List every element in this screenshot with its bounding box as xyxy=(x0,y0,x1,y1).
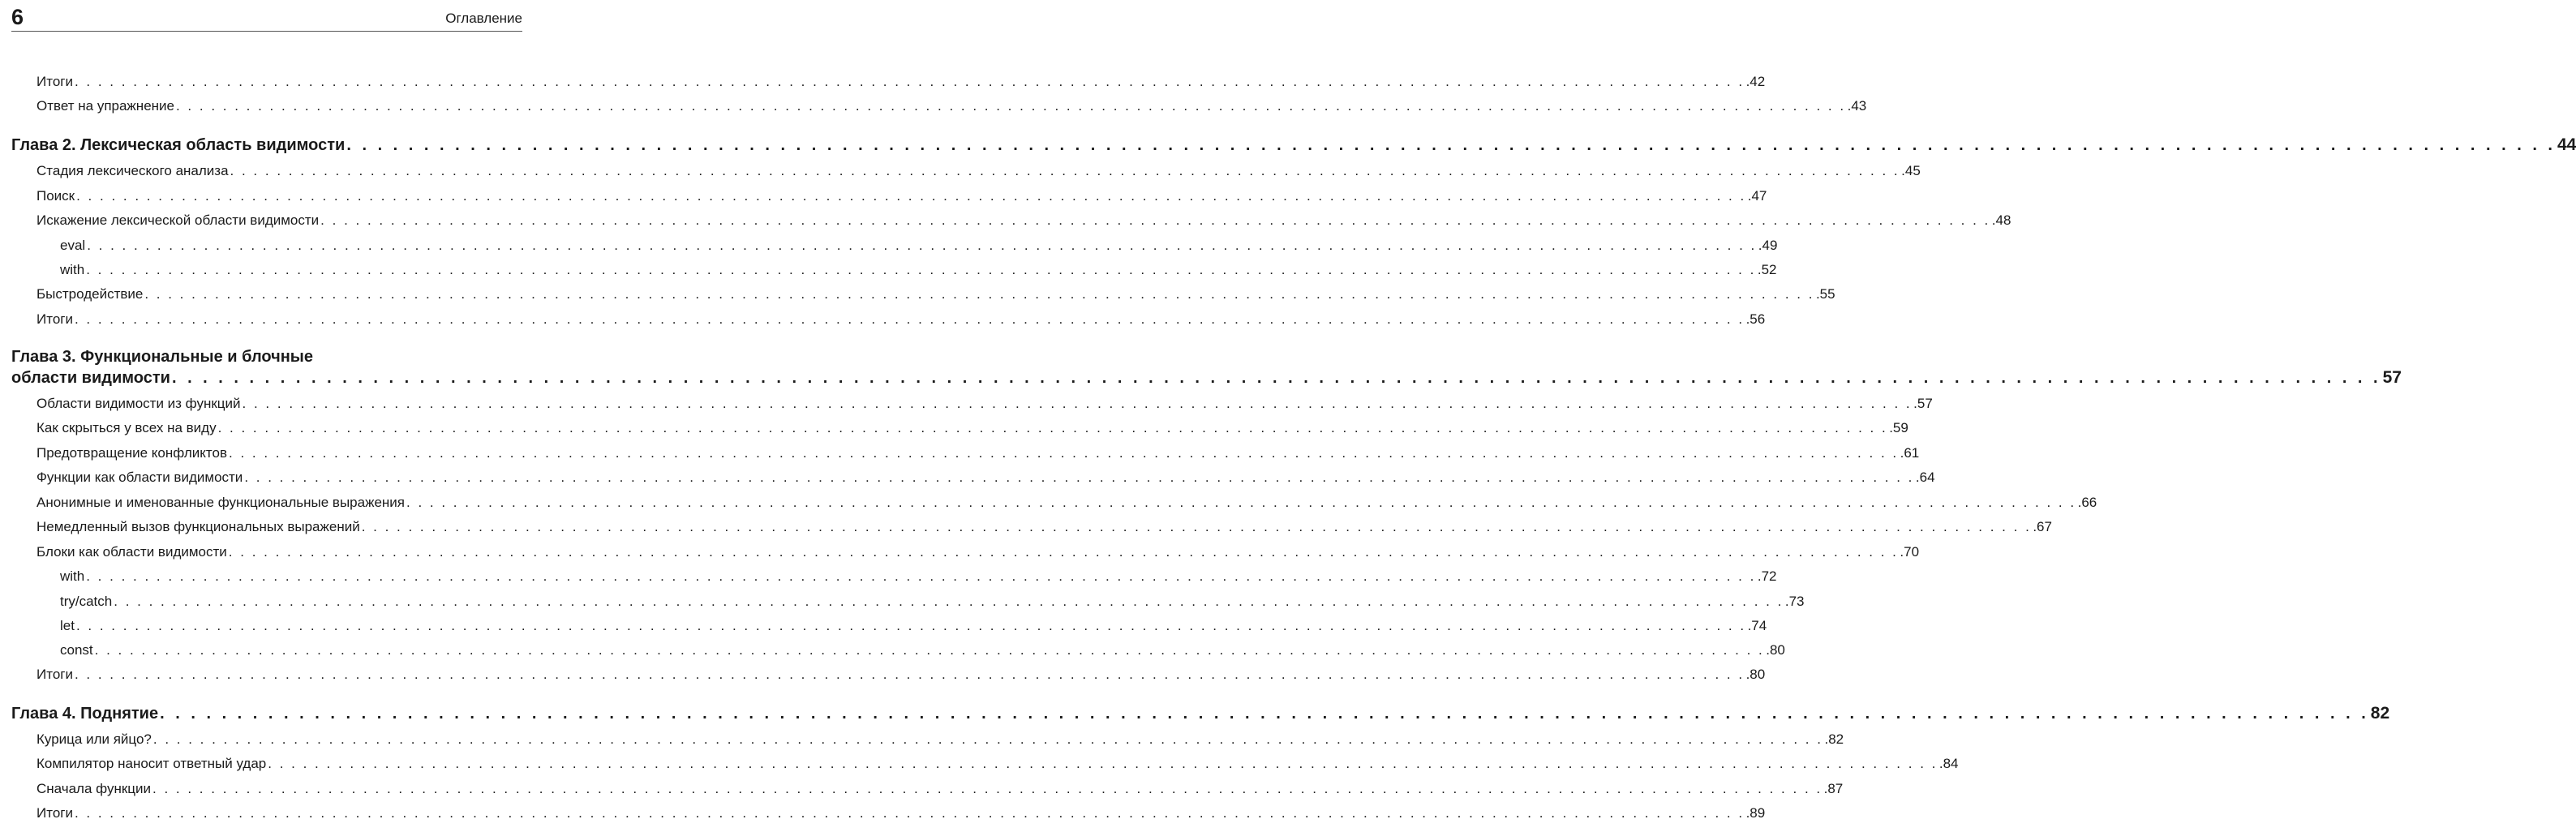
toc-entry-title: Ответ на упражнение xyxy=(36,98,174,114)
page-header xyxy=(0,0,535,36)
toc-chapter-heading xyxy=(11,367,2402,388)
toc-entry-title: Искажение лексической области видимости xyxy=(36,212,320,228)
toc-subentry xyxy=(60,641,1785,659)
leader-dots: . . . . . . . . . . . . . . . . . . . . . . . . . . . . . . . . . . . . . . . . . . . . . . . . . . . . . . . . . . . . . . . . . . . . . . . . . . . . . . . . . . . . . . . . . . . . . . . . . . . . . . . . . . . . . . . . . . . . . . . . . . . . . . . . . . . . . . . . . . . . . . . xyxy=(217,420,1888,435)
toc-entry xyxy=(36,469,1935,487)
toc-entry-page: .70 xyxy=(1900,544,1920,560)
toc-chapter-title-line1: Глава 3. Функциональные и блочные xyxy=(11,348,314,366)
toc-entry-page: .52 xyxy=(1757,262,1777,277)
leader-dots: . . . . . . . . . . . . . . . . . . . . . . . . . . . . . . . . . . . . . . . . . . . . . . . . . . . . . . . . . . . . . . . . . . . . . . . . . . . . . . . . . . . . . . . . . . . . . . . . . . . . . . . . . . . . . . . . . . . . . . . . . . . . . . . . . . . . . . . . . . . . . . . xyxy=(75,618,1746,633)
toc-entry xyxy=(36,212,2011,229)
toc-entry-page: .74 xyxy=(1747,618,1767,633)
toc-entry-title: Итоги xyxy=(36,311,73,327)
leader-dots: . . . . . . . . . . . . . . . . . . . . . . . . . . . . . . . . . . . . . . . . . . . . . . . . . . . . . . . . . . . . . . . . . . . . . . . . . . . . . . . . . . . . . . . . . . . . . . . . . . . . . . . . . . . . . . . . . . . . . . . . . . . . . . . . . . . . . . . . . . . . . . . xyxy=(361,519,2032,534)
toc-entry-page: .49 xyxy=(1758,238,1778,253)
toc-entry-title: Итоги xyxy=(36,74,73,89)
leader-dots: . . . . . . . . . . . . . . . . . . . . . . . . . . . . . . . . . . . . . . . . . . . . . . . . . . . . . . . . . . . . . . . . . . . . . . . . . . . . . . . . . . . . . . . . . . . . . . . . . . . . . . . . . . . . . . . . . . . . . . . . . . . . . . . . . . . . . . . . . . . . . . . xyxy=(244,470,1914,485)
leader-dots: . . . . . . . . . . . . . . . . . . . . . . . . . . . . . . . . . . . . . . . . . . . . . . . . . . . . . . . . . . . . . . . . . . . . . . . . . . . . . . . . . . . . . . . . . . . . . . . . . . . . . . . . . . . . . . . . . . . . . . . . . . . . . . . . . . . . . . . . . . . . . . . xyxy=(242,396,1913,411)
leader-dots: . . . . . . . . . . . . . . . . . . . . . . . . . . . . . . . . . . . . . . . . . . . . . . . . . . . . . . . . . . . . . . . . . . . . . . . . . . . . . . . . . . . . . . . . . . . . . . . . . . . . . . . . . . . . . . . . . . . . . . . . . . . . . . . . . . . . . . . . . . . . . . . xyxy=(74,74,1745,89)
toc-entry-title: Итоги xyxy=(36,805,73,821)
toc-entry xyxy=(36,666,1766,684)
leader-dots: . . . . . . . . . . . . . . . . . . . . . . . . . . . . . . . . . . . . . . . . . . . . . . . . . . . . . . . . . . . . . . . . . . . . . . . . . . . . . . . . . . . . . . . . . . . . . . . . . . . . . . . . . . . . . . . . . . . . . . . . . . . . . . . . . . . . . . . . . . . . . . . xyxy=(76,188,1746,204)
toc-entry-page: .84 xyxy=(1938,756,1959,771)
toc-chapter-page: 82 xyxy=(2370,704,2390,723)
toc-entry xyxy=(36,543,1920,561)
toc-entry-page: .45 xyxy=(1901,163,1921,178)
leader-dots: . . . . . . . . . . . . . . . . . . . . . . . . . . . . . . . . . . . . . . . . . . . . . . . . . . . . . . . . . . . . . . . . . . . . . . . . . . . . . . . . . . . . . . . . . . . . . . . . . . . . . . . . . . . . . . . . . . . . . . . . . . . . . . . . . . . . . . . . . . . . . . . xyxy=(228,544,1899,560)
header-rule xyxy=(11,31,522,32)
toc-entry-title: Предотвращение конфликтов xyxy=(36,445,228,461)
toc-entry-page: .73 xyxy=(1784,594,1805,609)
leader-dots: . . . . . . . . . . . . . . . . . . . . . . . . . . . . . . . . . . . . . . . . . . . . . . . . . . . . . . . . . . . . . . . . . . . . . . . . . . . . . . . . . . . . . . . . . . . . . . . . . . . . . . . . . . . . . . . . . . . . . . . . . . . . . . . . . . . . . . . . . . . . . . . xyxy=(114,594,1784,609)
toc-chapter-heading xyxy=(11,703,2390,724)
toc-entry-title: eval xyxy=(60,238,86,253)
toc-entry xyxy=(36,187,1767,205)
toc-entry-page: .43 xyxy=(1847,98,1867,114)
leader-dots: . . . . . . . . . . . . . . . . . . . . . . . . . . . . . . . . . . . . . . . . . . . . . . . . . . . . . . . . . . . . . . . . . . . . . . . . . . . . . . . . . . . . . . . . . . . . . . . . . . . . . . . . . . . . . . . . . . . . . . . . . . . . . . . . . . . . . . . . . . . . . . . xyxy=(152,781,1823,796)
toc-entry xyxy=(36,518,2052,536)
toc-entry-page: .57 xyxy=(1913,396,1933,411)
toc-chapter-title: Глава 2. Лексическая область видимости xyxy=(11,136,346,154)
toc-entry-page: .55 xyxy=(1815,286,1835,302)
toc-entry-title: Курица или яйцо? xyxy=(36,731,152,747)
toc-entry-page: .48 xyxy=(1991,212,2011,228)
leader-dots: . . . . . . . . . . . . . . . . . . . . . . . . . . . . . . . . . . . . . . . . . . . . . . . . . . . . . . . . . . . . . . . . . . . . . . . . . . . . . . . . . . . . . . . . . . . . . . . . . . . . . . . . . . . . . . . . . . . . . . . . . . . . . . . . . . . . . . . . . . . . . . . xyxy=(86,568,1756,584)
toc-entry-page: .56 xyxy=(1745,311,1766,327)
toc-entry-title: Блоки как области видимости xyxy=(36,544,227,560)
toc-entry-title: Немедленный вызов функциональных выражений xyxy=(36,519,360,534)
toc-chapter-title: области видимости xyxy=(11,369,170,387)
toc-entry-title: Поиск xyxy=(36,188,75,204)
leader-dots: . . . . . . . . . . . . . . . . . . . . . . . . . . . . . . . . . . . . . . . . . . . . . . . . . . . . . . . . . . . . . . . . . . . . . . . . . . . . . . . . . . . . . . . . . . . . . . . . . . . . . . . . . . . . . . . . . . . . . . . . . . . . . . . . . . . . . . . . . . . . . . . xyxy=(160,705,2369,723)
toc-entry-page: .80 xyxy=(1745,667,1766,682)
toc-entry-title: let xyxy=(60,618,75,633)
toc-entry xyxy=(36,780,1844,798)
toc-entry xyxy=(36,395,1933,413)
toc-entry-title: const xyxy=(60,642,93,658)
toc-entry xyxy=(36,162,1921,180)
toc-entry-title: Анонимные и именованные функциональные выражения xyxy=(36,495,405,510)
toc-entry-page: .42 xyxy=(1745,74,1766,89)
toc-entry-title: Стадия лексического анализа xyxy=(36,163,229,178)
toc-entry-page: .59 xyxy=(1889,420,1908,435)
toc-entry xyxy=(36,731,1844,748)
leader-dots: . . . . . . . . . . . . . . . . . . . . . . . . . . . . . . . . . . . . . . . . . . . . . . . . . . . . . . . . . . . . . . . . . . . . . . . . . . . . . . . . . . . . . . . . . . . . . . . . . . . . . . . . . . . . . . . . . . . . . . . . . . . . . . . . . . . . . . . . . . . . . . . xyxy=(144,286,1814,302)
toc-entry xyxy=(36,73,1766,91)
toc-entry xyxy=(36,804,1766,822)
toc-entry-title: with xyxy=(60,262,85,277)
toc-entry-title: Функции как области видимости xyxy=(36,470,243,485)
leader-dots: . . . . . . . . . . . . . . . . . . . . . . . . . . . . . . . . . . . . . . . . . . . . . . . . . . . . . . . . . . . . . . . . . . . . . . . . . . . . . . . . . . . . . . . . . . . . . . . . . . . . . . . . . . . . . . . . . . . . . . . . . . . . . . . . . . . . . . . . . . . . . . . xyxy=(74,805,1745,821)
leader-dots: . . . . . . . . . . . . . . . . . . . . . . . . . . . . . . . . . . . . . . . . . . . . . . . . . . . . . . . . . . . . . . . . . . . . . . . . . . . . . . . . . . . . . . . . . . . . . . . . . . . . . . . . . . . . . . . . . . . . . . . . . . . . . . . . . . . . . . . . . . . . . . . xyxy=(406,495,2076,510)
toc-entry-page: .64 xyxy=(1915,470,1935,485)
toc-entry xyxy=(36,285,1835,303)
toc-subentry xyxy=(60,568,1777,585)
leader-dots: . . . . . . . . . . . . . . . . . . . . . . . . . . . . . . . . . . . . . . . . . . . . . . . . . . . . . . . . . . . . . . . . . . . . . . . . . . . . . . . . . . . . . . . . . . . . . . . . . . . . . . . . . . . . . . . . . . . . . . . . . . . . . . . . . . . . . . . . . . . . . . . xyxy=(320,212,1990,228)
leader-dots: . . . . . . . . . . . . . . . . . . . . . . . . . . . . . . . . . . . . . . . . . . . . . . . . . . . . . . . . . . . . . . . . . . . . . . . . . . . . . . . . . . . . . . . . . . . . . . . . . . . . . . . . . . . . . . . . . . . . . . . . . . . . . . . . . . . . . . . . . . . . . . . xyxy=(86,262,1756,277)
toc-entry xyxy=(36,755,1959,773)
toc-entry-title: try/catch xyxy=(60,594,113,609)
toc-entry-page: .66 xyxy=(2077,495,2097,510)
toc-entry-page: .82 xyxy=(1824,731,1844,747)
toc-chapter-page: 57 xyxy=(2382,368,2402,387)
leader-dots: . . . . . . . . . . . . . . . . . . . . . . . . . . . . . . . . . . . . . . . . . . . . . . . . . . . . . . . . . . . . . . . . . . . . . . . . . . . . . . . . . . . . . . . . . . . . . . . . . . . . . . . . . . . . . . . . . . . . . . . . . . . . . . . . . . . . . . . . . . . . . . . xyxy=(346,136,2556,154)
toc-entry-page: .89 xyxy=(1745,805,1766,821)
toc-entry xyxy=(36,311,1766,328)
toc-chapter-title: Глава 4. Поднятие xyxy=(11,705,159,723)
toc-chapter-page: 44 xyxy=(2557,135,2576,154)
toc-entry-page: .67 xyxy=(2033,519,2052,534)
toc-chapter-heading xyxy=(11,135,2576,156)
toc-entry xyxy=(36,419,1908,437)
leader-dots: . . . . . . . . . . . . . . . . . . . . . . . . . . . . . . . . . . . . . . . . . . . . . . . . . . . . . . . . . . . . . . . . . . . . . . . . . . . . . . . . . . . . . . . . . . . . . . . . . . . . . . . . . . . . . . . . . . . . . . . . . . . . . . . . . . . . . . . . . . . . . . . xyxy=(152,731,1823,747)
toc-entry-page: .61 xyxy=(1900,445,1920,461)
toc-subentry xyxy=(60,237,1778,255)
toc-entry-page: .80 xyxy=(1766,642,1785,658)
toc-entry-title: Итоги xyxy=(36,667,73,682)
leader-dots: . . . . . . . . . . . . . . . . . . . . . . . . . . . . . . . . . . . . . . . . . . . . . . . . . . . . . . . . . . . . . . . . . . . . . . . . . . . . . . . . . . . . . . . . . . . . . . . . . . . . . . . . . . . . . . . . . . . . . . . . . . . . . . . . . . . . . . . . . . . . . . . xyxy=(74,311,1745,327)
toc-entry-title: Быстродействие xyxy=(36,286,144,302)
toc-entry-title: Компилятор наносит ответный удар xyxy=(36,756,267,771)
leader-dots: . . . . . . . . . . . . . . . . . . . . . . . . . . . . . . . . . . . . . . . . . . . . . . . . . . . . . . . . . . . . . . . . . . . . . . . . . . . . . . . . . . . . . . . . . . . . . . . . . . . . . . . . . . . . . . . . . . . . . . . . . . . . . . . . . . . . . . . . . . . . . . . xyxy=(74,667,1745,682)
toc-entry xyxy=(36,97,1867,115)
running-title: Оглавление xyxy=(445,11,522,26)
leader-dots: . . . . . . . . . . . . . . . . . . . . . . . . . . . . . . . . . . . . . . . . . . . . . . . . . . . . . . . . . . . . . . . . . . . . . . . . . . . . . . . . . . . . . . . . . . . . . . . . . . . . . . . . . . . . . . . . . . . . . . . . . . . . . . . . . . . . . . . . . . . . . . . xyxy=(230,163,1900,178)
toc-entry-page: .87 xyxy=(1823,781,1844,796)
leader-dots: . . . . . . . . . . . . . . . . . . . . . . . . . . . . . . . . . . . . . . . . . . . . . . . . . . . . . . . . . . . . . . . . . . . . . . . . . . . . . . . . . . . . . . . . . . . . . . . . . . . . . . . . . . . . . . . . . . . . . . . . . . . . . . . . . . . . . . . . . . . . . . . xyxy=(94,642,1765,658)
toc-subentry xyxy=(60,593,1805,611)
toc-subentry xyxy=(60,261,1777,279)
leader-dots: . . . . . . . . . . . . . . . . . . . . . . . . . . . . . . . . . . . . . . . . . . . . . . . . . . . . . . . . . . . . . . . . . . . . . . . . . . . . . . . . . . . . . . . . . . . . . . . . . . . . . . . . . . . . . . . . . . . . . . . . . . . . . . . . . . . . . . . . . . . . . . . xyxy=(175,98,1846,114)
leader-dots: . . . . . . . . . . . . . . . . . . . . . . . . . . . . . . . . . . . . . . . . . . . . . . . . . . . . . . . . . . . . . . . . . . . . . . . . . . . . . . . . . . . . . . . . . . . . . . . . . . . . . . . . . . . . . . . . . . . . . . . . . . . . . . . . . . . . . . . . . . . . . . . xyxy=(171,369,2381,387)
leader-dots: . . . . . . . . . . . . . . . . . . . . . . . . . . . . . . . . . . . . . . . . . . . . . . . . . . . . . . . . . . . . . . . . . . . . . . . . . . . . . . . . . . . . . . . . . . . . . . . . . . . . . . . . . . . . . . . . . . . . . . . . . . . . . . . . . . . . . . . . . . . . . . . xyxy=(268,756,1938,771)
toc-entry xyxy=(36,444,1920,462)
toc-entry-title: with xyxy=(60,568,85,584)
toc-entry xyxy=(36,494,2097,512)
toc-entry-title: Сначала функции xyxy=(36,781,152,796)
toc-entry-title: Как скрыться у всех на виду xyxy=(36,420,217,435)
leader-dots: . . . . . . . . . . . . . . . . . . . . . . . . . . . . . . . . . . . . . . . . . . . . . . . . . . . . . . . . . . . . . . . . . . . . . . . . . . . . . . . . . . . . . . . . . . . . . . . . . . . . . . . . . . . . . . . . . . . . . . . . . . . . . . . . . . . . . . . . . . . . . . . xyxy=(87,238,1757,253)
toc-entry-page: .72 xyxy=(1757,568,1777,584)
toc-entry-title: Области видимости из функций xyxy=(36,396,241,411)
toc-entry-page: .47 xyxy=(1747,188,1767,204)
leader-dots: . . . . . . . . . . . . . . . . . . . . . . . . . . . . . . . . . . . . . . . . . . . . . . . . . . . . . . . . . . . . . . . . . . . . . . . . . . . . . . . . . . . . . . . . . . . . . . . . . . . . . . . . . . . . . . . . . . . . . . . . . . . . . . . . . . . . . . . . . . . . . . . xyxy=(229,445,1899,461)
page-number: 6 xyxy=(11,5,24,29)
toc-subentry xyxy=(60,617,1767,635)
